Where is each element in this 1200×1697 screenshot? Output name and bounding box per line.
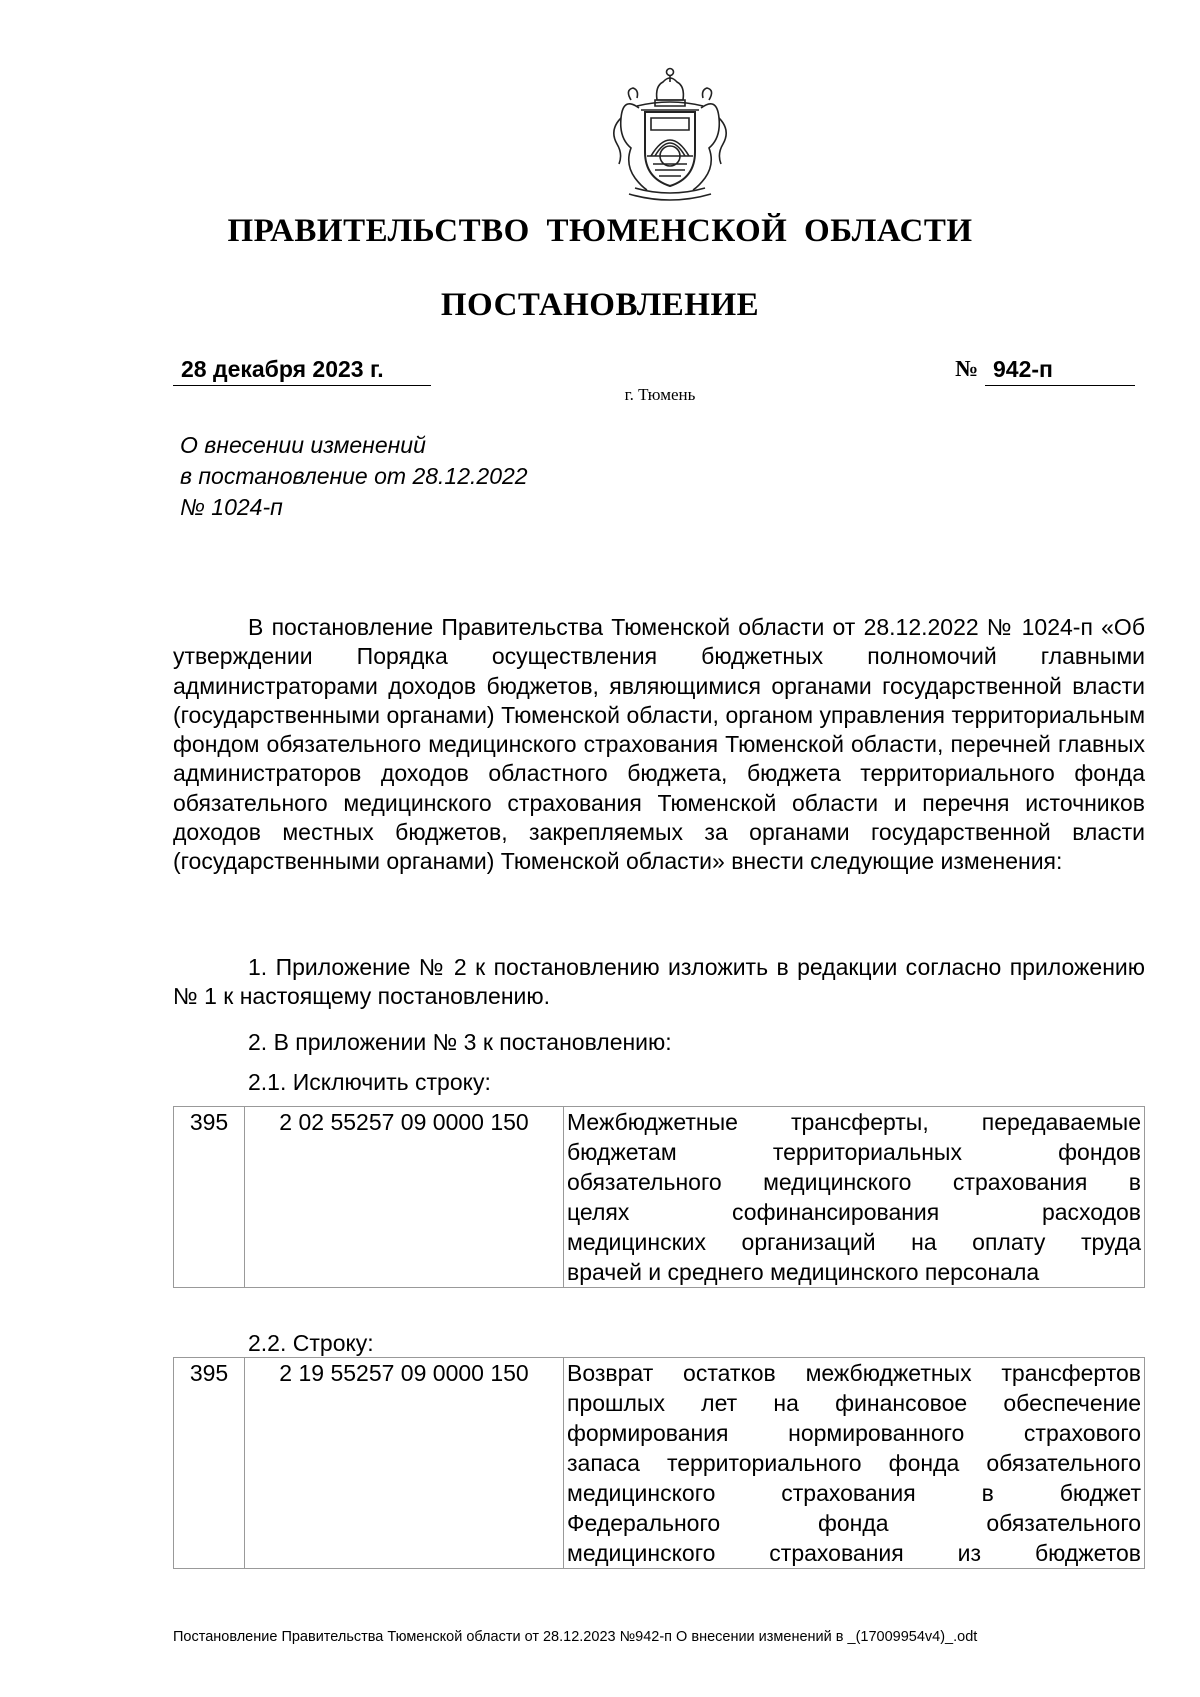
excluded-row-table [173, 1106, 1145, 1288]
document-footer: Постановление Правительства Тюменской области от 28.12.2023 №942-п О внесении изменений в _(17009954v4)_.odt [173, 1629, 978, 1645]
description-line: формирования нормированного страхового [567, 1420, 1141, 1446]
description-line: бюджетам территориальных фондов [567, 1139, 1141, 1165]
coat-of-arms-icon [595, 60, 745, 210]
item-2-paragraph [173, 1028, 1145, 1057]
kbk-code-cell: 2 19 55257 09 0000 150 [245, 1358, 564, 1569]
city: г. Тюмень [624, 385, 696, 404]
document-number: 942-п [985, 356, 1135, 386]
document-type: ПОСТАНОВЛЕНИЕ [440, 287, 760, 323]
replaced-row-table [173, 1357, 1145, 1569]
description-cell [564, 1107, 1145, 1288]
table-row [174, 1107, 1145, 1288]
description-line: запаса территориального фонда обязательного [567, 1450, 1141, 1476]
description-line: целях софинансирования расходов [567, 1199, 1141, 1225]
document-subject [180, 430, 528, 523]
description-line: медицинских организаций на оплату труда [567, 1229, 1141, 1255]
item-2-1-paragraph [173, 1068, 1145, 1097]
item-2-2-paragraph [173, 1329, 1145, 1358]
government-name: ПРАВИТЕЛЬСТВО ТЮМЕНСКОЙ ОБЛАСТИ [227, 213, 973, 249]
preamble-text: В постановление Правительства Тюменской области от 28.12.2022 № 1024-п «Об утверждении Порядка осуществления бюджетных полномочий главными администраторами доходов бюджетов, являющимися органами государственной власти (государственными органами) Тюменской области, органом управления территориальным фондом обязательного медицинского страхования Тюменской области, перечней главных администраторов доходов областного бюджета, бюджета территориального фонда обязательного медицинского страхования Тюменской области и перечня источников доходов местных бюджетов, закрепляемых за органами государственной власти (государственными органами) Тюменской области» внести следующие изменения: [173, 614, 1145, 875]
table-row [174, 1358, 1145, 1569]
description-line: обязательного медицинского страхования в [567, 1169, 1141, 1195]
subject-line: О внесении изменений [180, 432, 426, 458]
document-date: 28 декабря 2023 г. [173, 356, 431, 386]
preamble-paragraph [173, 613, 1145, 877]
description-line: Возврат остатков межбюджетных трансфертов [567, 1360, 1141, 1386]
description-line: медицинского страхования из бюджетов [567, 1540, 1141, 1566]
item-1-paragraph [173, 953, 1145, 1012]
kbk-code-cell: 2 02 55257 09 0000 150 [245, 1107, 564, 1288]
item-2-2-text: 2.2. Строку: [248, 1330, 374, 1356]
description-line: Федерального фонда обязательного [567, 1510, 1141, 1536]
item-2-text: 2. В приложении № 3 к постановлению: [248, 1029, 672, 1055]
subject-line: в постановление от 28.12.2022 [180, 463, 528, 489]
item-1-text: 1. Приложение № 2 к постановлению изложить в редакции согласно приложению № 1 к настоящему постановлению. [173, 954, 1145, 1010]
admin-code-cell: 395 [174, 1358, 245, 1569]
description-line: медицинского страхования в бюджет [567, 1480, 1141, 1506]
description-line: прошлых лет на финансовое обеспечение [567, 1390, 1141, 1416]
item-2-1-text: 2.1. Исключить строку: [248, 1069, 491, 1095]
number-sign: № [955, 356, 979, 381]
admin-code-cell: 395 [174, 1107, 245, 1288]
subject-line: № 1024-п [180, 494, 283, 520]
description-line: Межбюджетные трансферты, передаваемые [567, 1109, 1141, 1135]
description-line: врачей и среднего медицинского персонала [567, 1259, 1040, 1285]
description-cell [564, 1358, 1145, 1569]
